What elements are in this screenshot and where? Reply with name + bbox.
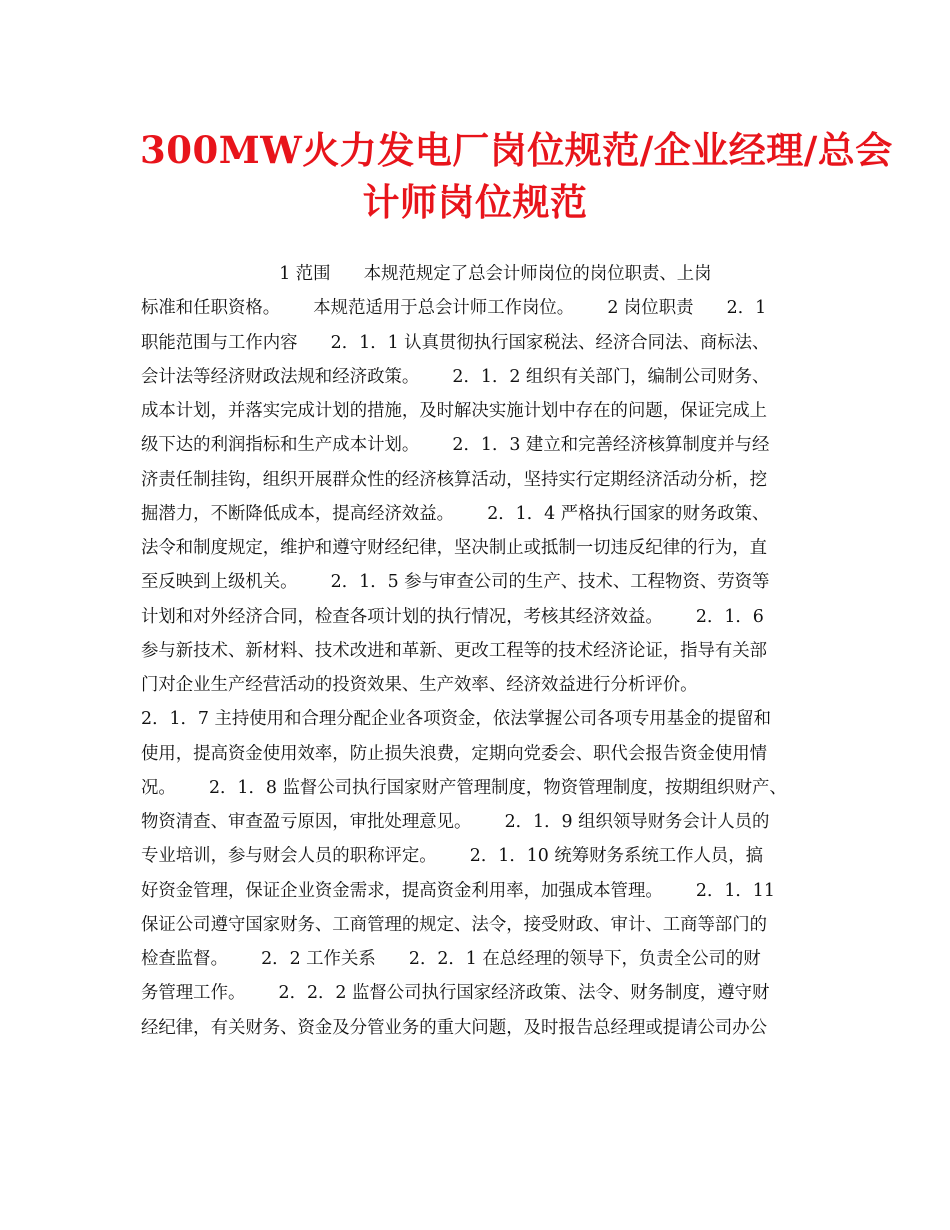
body-line: 门对企业生产经营活动的投资效果、生产效率、经济效益进行分析评价。: [141, 675, 698, 695]
body-line: 济责任制挂钩，组织开展群众性的经济核算活动，坚持实行定期经济活动分析，挖: [141, 469, 768, 490]
body-line: 至反映到上级机关。 2．1．5 参与审查公司的生产、技术、工程物资、劳资等: [141, 572, 770, 593]
body-line: 专业培训，参与财会人员的职称评定。 2．1．10 统筹财务系统工作人员，搞: [141, 846, 764, 867]
body-line: 会计法等经济财政法规和经济政策。 2．1．2 组织有关部门，编制公司财务、: [141, 366, 770, 387]
body-line: 保证公司遵守国家财务、工商管理的规定、法令，接受财政、审计、工商等部门的: [141, 914, 768, 935]
document-title: [140, 124, 893, 228]
body-line: 检查监督。 2．2 工作关系 2．2．1 在总经理的领导下，负责全公司的财: [141, 949, 761, 969]
body-line: 2．1．7 主持使用和合理分配企业各项资金，依法掌握公司各项专用基金的提留和: [141, 709, 772, 730]
body-line: 经纪律，有关财务、资金及分管业务的重大问题，及时报告总经理或提请公司办公: [141, 1017, 768, 1038]
body-line: 职能范围与工作内容 2．1．1 认真贯彻执行国家税法、经济合同法、商标法、: [141, 332, 770, 353]
body-line: 况。 2．1．8 监督公司执行国家财产管理制度，物资管理制度，按期组织财产、: [141, 777, 787, 798]
title-line-2: 计师岗位规范: [362, 180, 588, 224]
body-line: 1 范围 本规范规定了总会计师岗位的岗位职责、上岗: [141, 264, 712, 284]
body-line: 务管理工作。 2．2．2 监督公司执行国家经济政策、法令、财务制度，遵守财: [141, 983, 770, 1004]
document-body: [141, 257, 831, 1045]
body-line: 物资清查、审查盈亏原因，审批处理意见。 2．1．9 组织领导财务会计人员的: [141, 812, 770, 832]
body-line: 标准和任职资格。 本规范适用于总会计师工作岗位。 2 岗位职责 2．1: [141, 298, 767, 319]
title-line-1: 300MW火力发电厂岗位规范/企业经理/总会: [140, 128, 893, 172]
body-line: 使用，提高资金使用效率，防止损失浪费，定期向党委会、职代会报告资金使用情: [141, 743, 768, 764]
body-line: 参与新技术、新材料、技术改进和革新、更改工程等的技术经济论证，指导有关部: [141, 640, 768, 661]
body-line: 掘潜力，不断降低成本，提高经济效益。 2．1．4 严格执行国家的财务政策、: [141, 503, 770, 524]
body-line: 法令和制度规定，维护和遵守财经纪律，坚决制止或抵制一切违反纪律的行为，直: [141, 538, 768, 558]
body-line: 计划和对外经济合同，检查各项计划的执行情况，考核其经济效益。 2．1．6: [141, 606, 764, 627]
body-line: 成本计划，并落实完成计划的措施，及时解决实施计划中存在的问题，保证完成上: [141, 401, 768, 421]
body-line: 好资金管理，保证企业资金需求，提高资金利用率，加强成本管理。 2．1．11: [141, 880, 775, 901]
body-line: 级下达的利润指标和生产成本计划。 2．1．3 建立和完善经济核算制度并与经: [141, 435, 770, 456]
